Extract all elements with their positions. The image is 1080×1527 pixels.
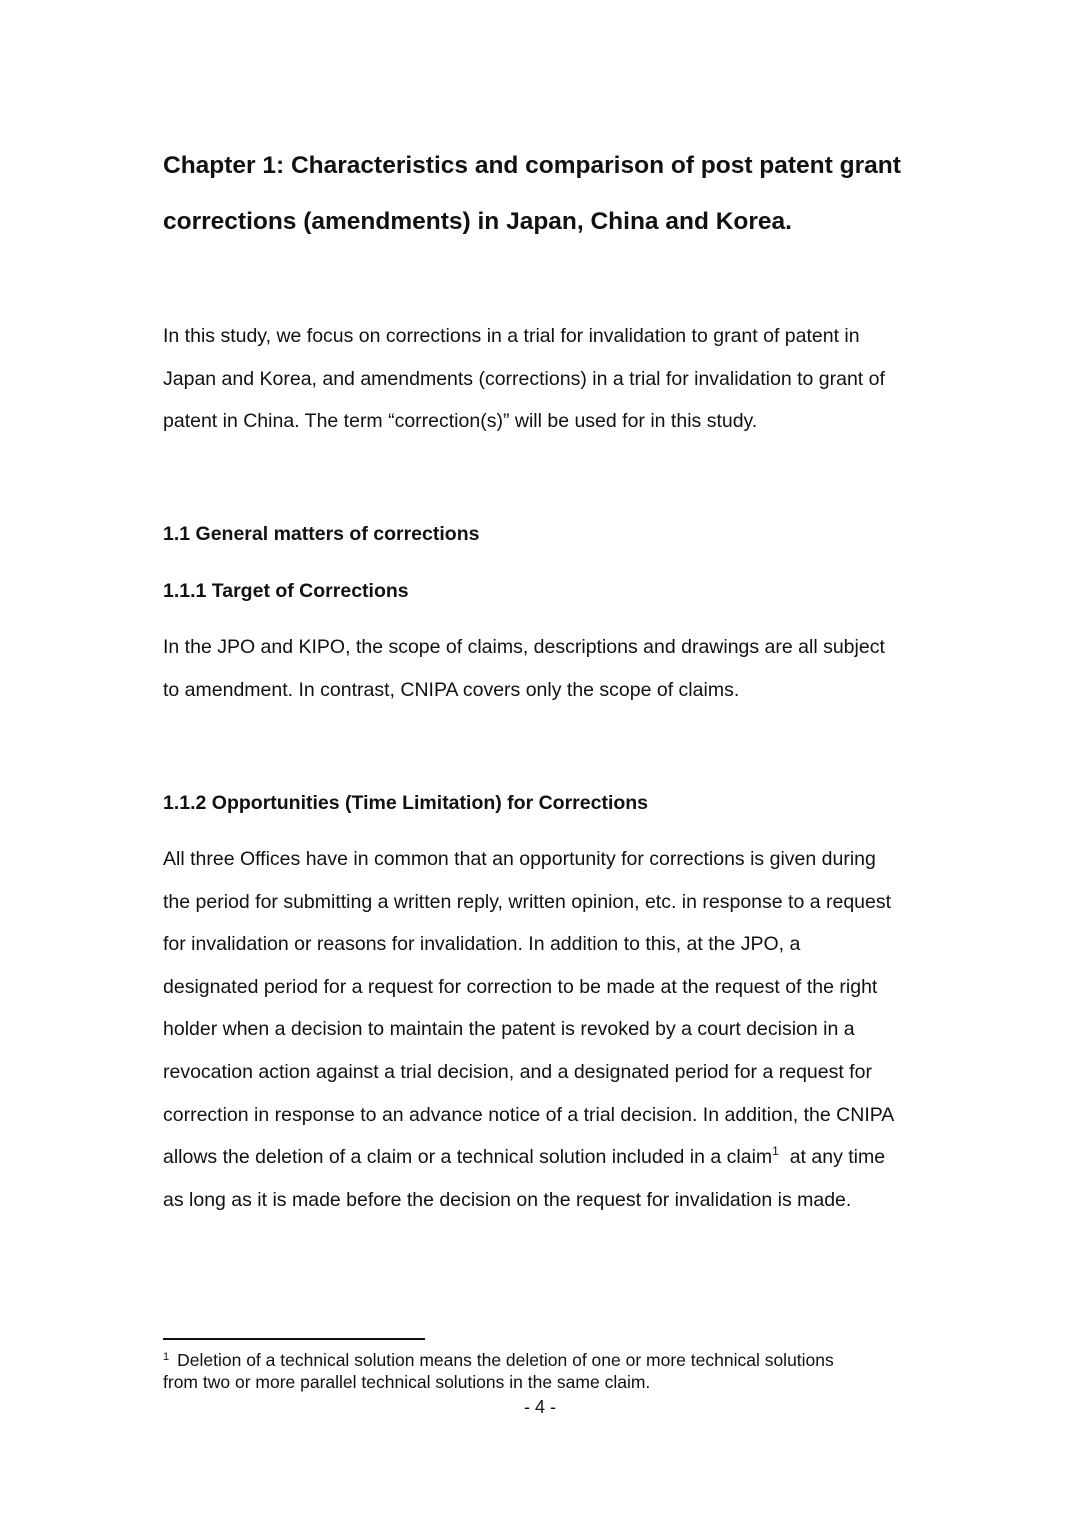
opportunities-line-1: All three Offices have in common that an opportunity for corrections is given during <box>163 848 876 870</box>
footnote-number: 1 <box>163 1351 170 1363</box>
opportunities-line-2: the period for submitting a written reply, written opinion, etc. in response to a request <box>163 890 892 913</box>
chapter-title-line-1: Chapter 1: Characteristics and comparison of post patent grant <box>163 152 901 179</box>
footnote-separator <box>163 1338 425 1340</box>
opportunities-line-7: correction in response to an advance notice of a trial decision. In addition, the CNIPA <box>163 1103 895 1126</box>
intro-line-2: Japan and Korea, and amendments (corrections) in a trial for invalidation to grant of <box>163 367 885 390</box>
footnote-reference[interactable]: 1 <box>772 1144 779 1159</box>
footnote-line-2: from two or more parallel technical solutions in the same claim. <box>163 1372 651 1392</box>
opportunities-line-4: designated period for a request for correction to be made at the request of the right <box>163 975 878 998</box>
footnote <box>163 1349 923 1393</box>
section-heading-1-1: 1.1 General matters of corrections <box>163 523 480 545</box>
chapter-title <box>163 138 963 250</box>
page-number: - 4 - <box>523 1397 556 1417</box>
section-heading-1-1-1: 1.1.1 Target of Corrections <box>163 580 409 602</box>
footnote-text-1: Deletion of a technical solution means the deletion of one or more technical solutions <box>177 1350 834 1370</box>
target-of-corrections-paragraph <box>163 626 923 711</box>
section-heading-1-1-2: 1.1.2 Opportunities (Time Limitation) for Corrections <box>163 792 649 814</box>
target-line-2: to amendment. In contrast, CNIPA covers only the scope of claims. <box>163 678 740 701</box>
opportunities-line-8-text: allows the deletion of a claim or a technical solution included in a claim <box>163 1146 773 1169</box>
opportunities-line-6: revocation action against a trial decision, and a designated period for a request for <box>163 1060 872 1083</box>
opportunities-line-9: as long as it is made before the decision on the request for invalidation is made. <box>163 1188 852 1211</box>
opportunities-line-5: holder when a decision to maintain the patent is revoked by a court decision in a <box>163 1018 855 1041</box>
opportunities-line-3: for invalidation or reasons for invalidation. In addition to this, at the JPO, a <box>163 933 801 956</box>
opportunities-line-8 <box>163 1136 923 1179</box>
opportunities-paragraph <box>163 838 923 1221</box>
intro-line-1: In this study, we focus on corrections in a trial for invalidation to grant of patent in <box>163 325 860 347</box>
chapter-title-line-2: corrections (amendments) in Japan, China and Korea. <box>163 208 792 235</box>
target-line-1: In the JPO and KIPO, the scope of claims, descriptions and drawings are all subject <box>163 636 885 658</box>
intro-paragraph <box>163 315 923 443</box>
opportunities-line-8-tail: at any time <box>789 1146 886 1169</box>
footnote-line-1 <box>163 1349 923 1371</box>
intro-line-3: patent in China. The term “correction(s)” will be used for in this study. <box>163 410 758 433</box>
